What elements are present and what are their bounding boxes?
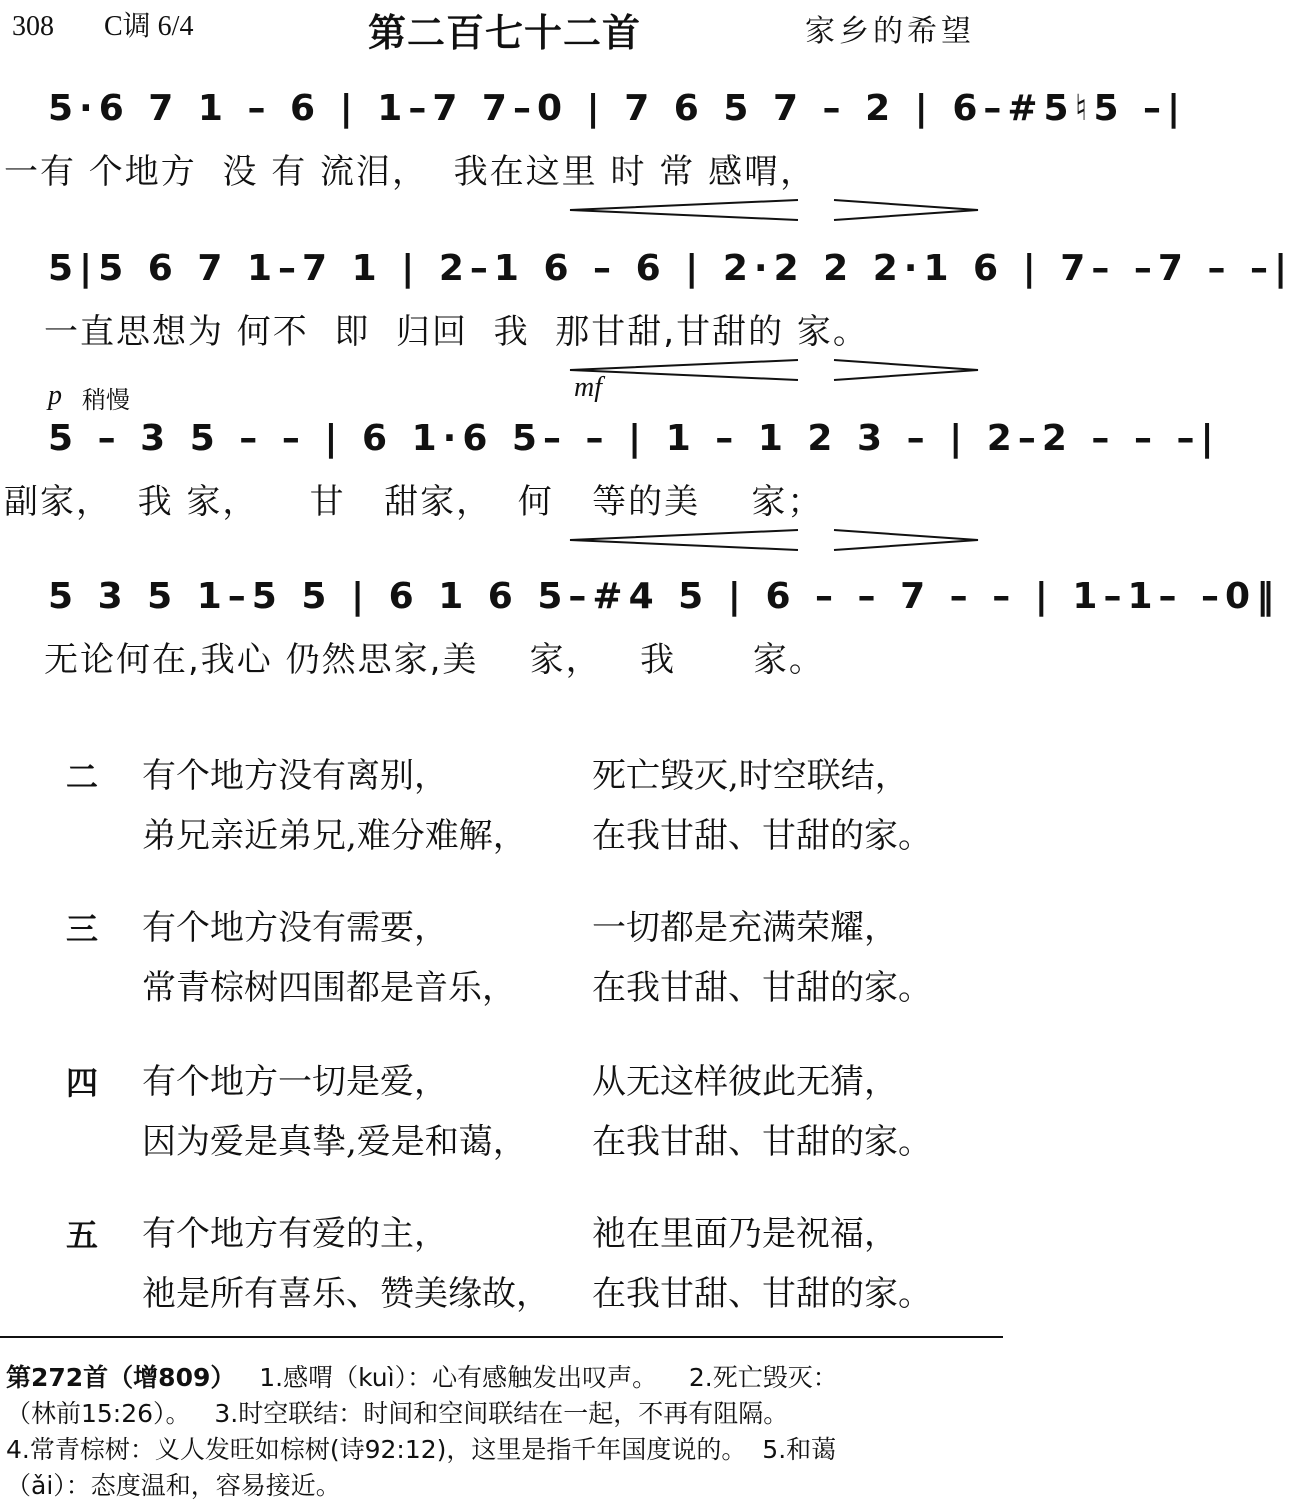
verse-line: 在我甘甜、甘甜的家。 [592, 1274, 932, 1314]
verse-line: 有个地方没有离别， [142, 756, 448, 796]
page-number: 308 [12, 11, 54, 42]
verse-line: 从无这样彼此无猜， [592, 1062, 898, 1102]
dynamic-p: p [48, 380, 62, 411]
verse-line: 有个地方有爱的主， [142, 1214, 448, 1254]
verse-number: 二 [66, 758, 99, 796]
footnote-line-3: 4.常青棕树：义人发旺如棕树(诗92:12)，这里是指千年国度说的。 5.和蔼 [6, 1435, 837, 1464]
key-meter: C调 6/4 [104, 11, 194, 42]
hymn-subtitle: 家乡的希望 [805, 14, 975, 49]
tempo-marking: 稍慢 [82, 386, 130, 414]
footnote-line-2: （林前15:26）。 3.时空联结：时间和空间联结在一起，不再有阻隔。 [6, 1399, 789, 1428]
footnote-text: 1.感喟（kuì）：心有感触发出叹声。 2.死亡毁灭： [235, 1363, 838, 1392]
dynamic-mf: mf [574, 372, 602, 403]
notation-line: 5|5 6 7 1–7 1 | 2–1 6 – 6 | 2·2 2 2·1 6 | 7– –7 – –| [48, 248, 1293, 289]
verse-number: 四 [66, 1064, 99, 1102]
verse-line: 有个地方没有需要， [142, 908, 448, 948]
verse-line: 死亡毁灭,时空联结， [592, 756, 909, 796]
verse-number: 五 [66, 1216, 99, 1254]
notation-line: 5·6 7 1 – 6 | 1–7 7–0 | 7 6 5 7 – 2 | 6–#5♮5 –| [48, 88, 1187, 129]
footnote-line-1 [6, 1358, 1016, 1394]
verse-line: 有个地方一切是爱， [142, 1062, 448, 1102]
verse-line: 在我甘甜、甘甜的家。 [592, 816, 932, 856]
verse-line: 祂是所有喜乐、赞美缘故， [142, 1274, 550, 1314]
verse-line: 祂在里面乃是祝福， [592, 1214, 898, 1254]
hymn-title: 第二百七十二首 [368, 11, 642, 55]
notation-line: 5 3 5 1–5 5 | 6 1 6 5–#4 5 | 6 – – 7 – – | 1–1– –0‖ [48, 576, 1281, 617]
page-header-left [12, 4, 193, 44]
notation-line: 5 – 3 5 – – | 6 1·6 5– – | 1 – 1 2 3 – | 2–2 – – –| [48, 418, 1220, 459]
dynamics-hairpins [568, 198, 988, 224]
verse-line: 在我甘甜、甘甜的家。 [592, 968, 932, 1008]
verse-line: 弟兄亲近弟兄,难分难解， [142, 816, 527, 856]
lyric-line: 副家， 我 家， 甘 甜家， 何 等的美 家； [4, 482, 824, 522]
verse-line: 在我甘甜、甘甜的家。 [592, 1122, 932, 1162]
footnote-divider [0, 1336, 1003, 1338]
lyric-line: 无论何在,我心 仍然思家,美 家， 我 家。 [44, 640, 825, 680]
dynamics-hairpins [568, 528, 988, 554]
dynamics-hairpins [568, 358, 988, 384]
footnote-lead: 第272首（增809） [6, 1363, 236, 1392]
footnote-line-4: （ǎi）：态度温和，容易接近。 [6, 1471, 341, 1500]
verse-line: 一切都是充满荣耀， [592, 908, 898, 948]
verse-line: 因为爱是真挚,爱是和蔼， [142, 1122, 527, 1162]
lyric-line: 一直思想为 何不 即 归回 我 那甘甜,甘甜的 家。 [44, 312, 869, 352]
verse-line: 常青棕树四围都是音乐， [142, 968, 516, 1008]
verse-number: 三 [66, 910, 99, 948]
lyric-line: 一有 个地方 没 有 流泪， 我在这里 时 常 感喟， [4, 152, 817, 192]
